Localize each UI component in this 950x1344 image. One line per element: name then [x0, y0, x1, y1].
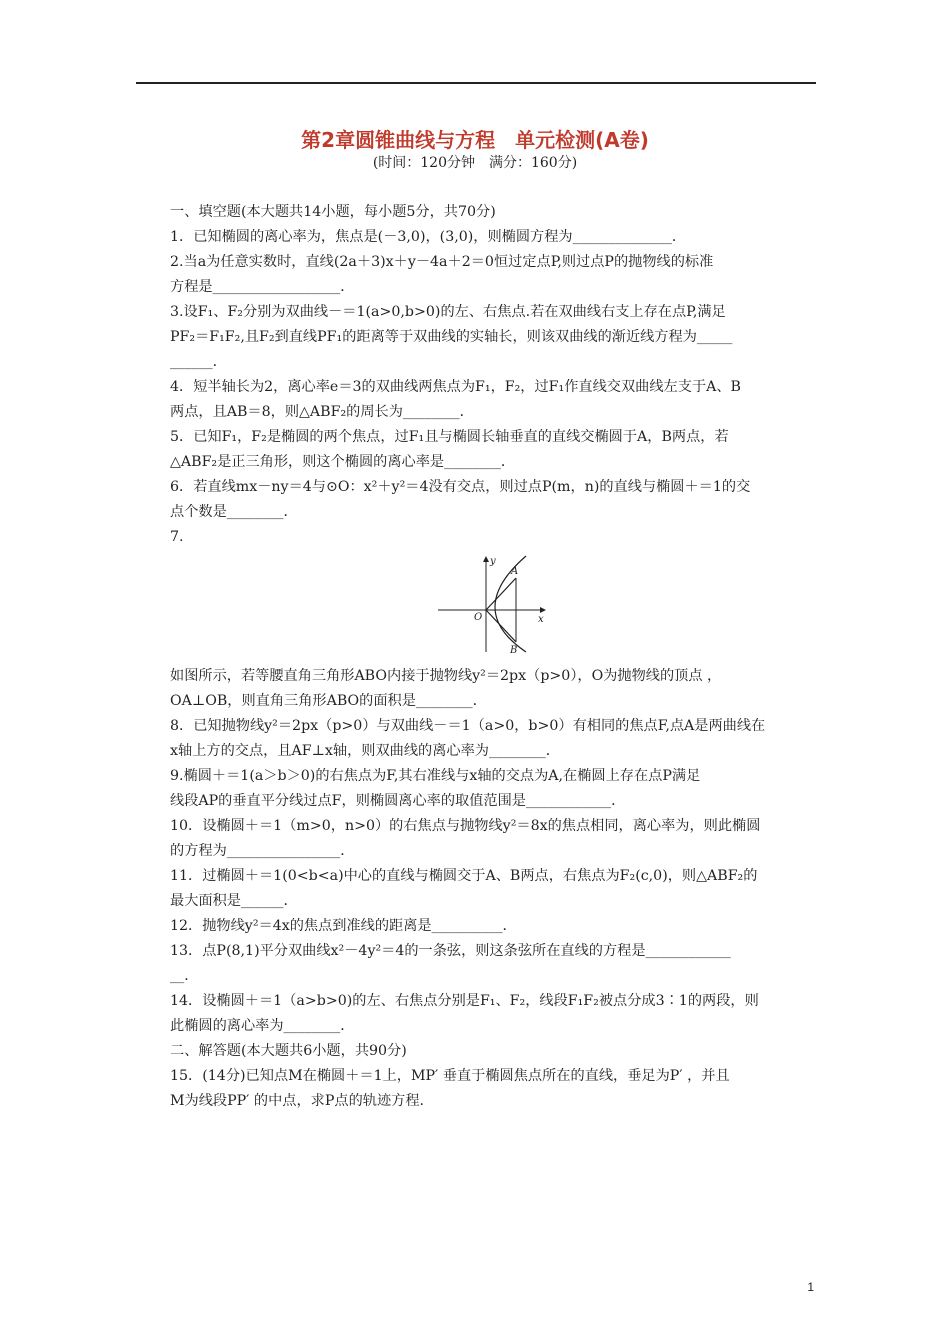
problem-11-line-1: 11．过椭圆＋＝1(0<b<a)中心的直线与椭圆交于A、B两点，右焦点为F₂(c,0)，则△ABF₂的	[170, 868, 758, 884]
problem-9-line-2: 线段AP的垂直平分线过点F，则椭圆离心率的取值范围是____________．	[170, 793, 626, 809]
problem-12: 12．抛物线y²＝4x的焦点到准线的距离是__________．	[170, 918, 517, 934]
problem-7-line-2: OA⊥OB，则直角三角形ABO的面积是________．	[170, 693, 487, 709]
problem-7-number: 7.	[170, 529, 184, 545]
problem-6-line-2: 点个数是________．	[170, 504, 298, 520]
problem-4-line-1: 4．短半轴长为2，离心率e＝3的双曲线两焦点为F₁，F₂，过F₁作直线交双曲线左支于A、B	[170, 379, 741, 395]
problem-8-line-2: x轴上方的交点，且AF⊥x轴，则双曲线的离心率为________．	[170, 743, 560, 759]
label-B: B	[510, 645, 518, 654]
section-heading: 二、解答题(本大题共6小题，共90分)	[170, 1043, 407, 1059]
x-axis-arrow-icon	[540, 607, 546, 613]
exam-content	[170, 200, 820, 1114]
segment-OA	[486, 578, 516, 610]
problem-2-line-1: 2.当a为任意实数时，直线(2a＋3)x＋y－4a＋2＝0恒过定点P,则过点P的抛物线的标准	[170, 254, 714, 270]
problem-3-line-1: 3.设F₁、F₂分别为双曲线－＝1(a>0,b>0)的左、右焦点.若在双曲线右支上存在点P,满足	[170, 304, 726, 320]
document-subtitle: (时间：120分钟 满分：160分)	[372, 155, 578, 171]
problem-5-line-1: 5．已知F₁，F₂是椭圆的两个焦点，过F₁且与椭圆长轴垂直的直线交椭圆于A，B两点，若	[170, 429, 729, 445]
section-heading: 一、填空题(本大题共14小题，每小题5分，共70分)	[170, 204, 496, 220]
page-number: 1	[807, 1280, 814, 1294]
problem-1: 1．已知椭圆的离心率为，焦点是(－3,0)，(3,0)，则椭圆方程为______________．	[170, 229, 687, 245]
label-A: A	[511, 566, 519, 577]
problem-10-line-1: 10．设椭圆＋＝1（m>0，n>0）的右焦点与抛物线y²＝8x的焦点相同，离心率为，则此椭圆	[170, 818, 761, 834]
problem-4-line-2: 两点，且AB＝8，则△ABF₂的周长为________．	[170, 404, 474, 420]
problem-13-line-1: 13．点P(8,1)平分双曲线x²－4y²＝4的一条弦，则这条弦所在直线的方程是____________	[170, 943, 731, 959]
problem-11-line-2: 最大面积是______．	[170, 893, 298, 909]
label-x: x	[538, 614, 544, 625]
document-title: 第2章圆锥曲线与方程 单元检测(A卷)	[301, 128, 649, 152]
problem-6-line-1: 6．若直线mx－ny＝4与⊙O：x²＋y²＝4没有交点，则过点P(m，n)的直线与椭圆＋＝1的交	[170, 479, 751, 495]
problem-9-line-1: 9.椭圆＋＝1(a＞b＞0)的右焦点为F,其右准线与x轴的交点为A,在椭圆上存在点P满足	[170, 768, 701, 784]
problem-15-line-1: 15．(14分)已知点M在椭圆＋＝1上，MP′ 垂直于椭圆焦点所在的直线，垂足为P′ ，并且	[170, 1068, 730, 1084]
problem-5-line-2: △ABF₂是正三角形，则这个椭圆的离心率是________．	[170, 454, 516, 470]
problem-13-line-2: __．	[170, 968, 199, 984]
problem-14-line-1: 14．设椭圆＋＝1（a>b>0)的左、右焦点分别是F₁、F₂，线段F₁F₂被点分成3∶1的两段，则	[170, 993, 759, 1009]
label-O: O	[474, 612, 483, 623]
problem-14-line-2: 此椭圆的离心率为________．	[170, 1018, 355, 1034]
problem-15-line-2: M为线段PP′ 的中点，求P点的轨迹方程.	[170, 1093, 425, 1109]
problem-2-line-2: 方程是__________________．	[170, 279, 355, 295]
problem-3-line-2: PF₂＝F₁F₂,且F₂到直线PF₁的距离等于双曲线的实轴长，则该双曲线的渐近线方程为_____	[170, 329, 733, 345]
y-axis-arrow-icon	[483, 556, 489, 562]
problem-10-line-2: 的方程为________________．	[170, 843, 355, 859]
segment-OB	[486, 610, 516, 642]
header-rule	[136, 82, 816, 84]
problem-7-line-1: 如图所示，若等腰直角三角形ABO内接于抛物线y²＝2px（p>0），O为抛物线的顶点 ，	[170, 668, 722, 684]
parabola-figure	[436, 554, 550, 654]
problem-8-line-1: 8．已知抛物线y²＝2px（p>0）与双曲线－＝1（a>0，b>0）有相同的焦点F,点A是两曲线在	[170, 718, 766, 734]
problem-3-line-3: ______．	[170, 354, 227, 370]
label-y: y	[490, 556, 496, 567]
